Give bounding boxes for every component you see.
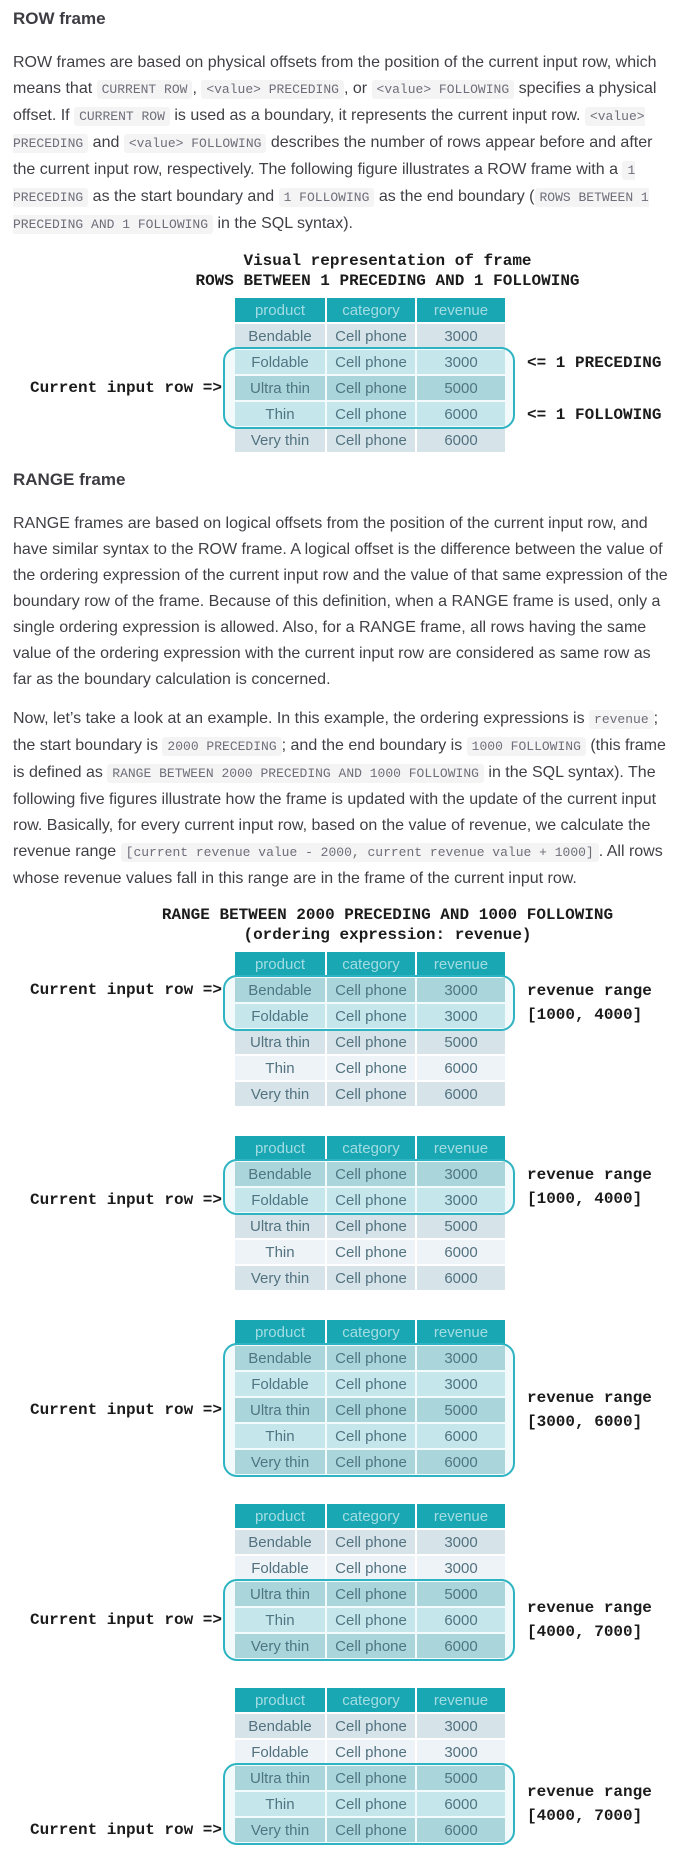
table-cell: Cell phone: [327, 978, 415, 1002]
table-cell: Cell phone: [327, 1346, 415, 1370]
figure-body: [0, 1134, 681, 1292]
table-row: [235, 1792, 505, 1816]
table-header-cell: revenue: [417, 1136, 505, 1160]
text-run: Now, let’s take a look at an example. In this example, the ordering expressions is: [13, 710, 590, 727]
figure-range-4: [0, 1502, 681, 1660]
table-row: [235, 1582, 505, 1606]
text-run: as the end boundary (: [374, 188, 535, 205]
table-cell: Bendable: [235, 1346, 325, 1370]
table-cell: Foldable: [235, 350, 325, 374]
range-frame-heading: RANGE frame: [13, 470, 126, 489]
current-input-row-label: Current input row =>: [29, 1191, 222, 1209]
figure-range-2: [0, 1134, 681, 1292]
inline-code: <value> FOLLOWING: [372, 80, 515, 99]
table-cell: 6000: [417, 1634, 505, 1658]
table-header-cell: product: [235, 1688, 325, 1712]
table-cell: Bendable: [235, 1714, 325, 1738]
annotation-line: [1000, 4000]: [527, 1190, 643, 1208]
inline-code: [current revenue value - 2000, current revenue value + 1000]: [121, 843, 599, 862]
table-row: [235, 1266, 505, 1290]
frame-annotation: [527, 979, 652, 1027]
table-row: [235, 1818, 505, 1842]
annotation-line: revenue range: [527, 1783, 652, 1801]
table-cell: 6000: [417, 1424, 505, 1448]
table-row: [235, 1056, 505, 1080]
document: [0, 8, 681, 1844]
table-cell: Very thin: [235, 428, 325, 452]
frame-annotation: [527, 1386, 652, 1434]
table-cell: 6000: [417, 1240, 505, 1264]
table-cell: Bendable: [235, 324, 325, 348]
figure-body: [0, 950, 681, 1108]
data-table: [233, 1686, 507, 1844]
table-header-cell: category: [327, 1504, 415, 1528]
table-row: [235, 1608, 505, 1632]
table-cell: Ultra thin: [235, 1766, 325, 1790]
table-header-cell: revenue: [417, 1504, 505, 1528]
table-row: [235, 978, 505, 1002]
table-row: [235, 350, 505, 374]
text-run: . All rows whose revenue values fall in this range are in the frame of the current input row.: [13, 843, 663, 887]
text-run: and: [88, 134, 124, 151]
table-row: [235, 1740, 505, 1764]
table-cell: Cell phone: [327, 376, 415, 400]
table-cell: Cell phone: [327, 1714, 415, 1738]
text-run: ; the start boundary is: [13, 710, 659, 754]
table-row: [235, 1714, 505, 1738]
table-cell: Bendable: [235, 1530, 325, 1554]
table-cell: Foldable: [235, 1188, 325, 1212]
table-cell: Bendable: [235, 1162, 325, 1186]
data-table: [233, 1134, 507, 1292]
inline-code: 1000 FOLLOWING: [467, 737, 586, 756]
table-cell: 6000: [417, 1082, 505, 1106]
figure-title: [100, 251, 675, 291]
text-run: ROW frames are based on physical offsets from the position of the current input row, which means that: [13, 54, 657, 97]
figure-body: [0, 296, 681, 454]
table-cell: Cell phone: [327, 1582, 415, 1606]
table-cell: Cell phone: [327, 1266, 415, 1290]
annotation-line: revenue range: [527, 982, 652, 1000]
table-cell: Ultra thin: [235, 376, 325, 400]
table-cell: Cell phone: [327, 1740, 415, 1764]
inline-code: CURRENT ROW: [97, 80, 193, 99]
table-row: [235, 428, 505, 452]
row-frame-heading: ROW frame: [13, 9, 106, 28]
table-header-cell: product: [235, 1320, 325, 1344]
annotation-line: <= 1 PRECEDING: [527, 354, 662, 372]
table-row: [235, 1424, 505, 1448]
table-cell: Thin: [235, 1424, 325, 1448]
figure-body: [0, 1686, 681, 1844]
table-header-cell: product: [235, 952, 325, 976]
table-cell: 3000: [417, 324, 505, 348]
table-cell: 6000: [417, 1792, 505, 1816]
table-header-row: [235, 298, 505, 322]
table-cell: Foldable: [235, 1556, 325, 1580]
table-header-cell: product: [235, 1504, 325, 1528]
table-header-cell: revenue: [417, 1688, 505, 1712]
table-cell: Cell phone: [327, 1240, 415, 1264]
table-row: [235, 1188, 505, 1212]
table-row: [235, 1030, 505, 1054]
table-cell: 6000: [417, 1818, 505, 1842]
text-run: in the SQL syntax).: [213, 215, 353, 232]
table-row: [235, 376, 505, 400]
data-table: [233, 1318, 507, 1476]
table-cell: Ultra thin: [235, 1214, 325, 1238]
table-cell: Cell phone: [327, 1450, 415, 1474]
text-run: RANGE frames are based on logical offsets from the position of the current input row, and have similar syntax to the ROW frame. A logical offset is the difference between the value of the ordering expression of the current input row and the value of that same expression of the boundary row of the frame. Because of this definition, when a RANGE frame is used, only a single ordering expression is allowed. Also, for a RANGE frame, all rows having the same value of the ordering expression with the current input row are considered as same row as far as the boundary calculation is concerned.: [13, 515, 668, 688]
table-row: [235, 1530, 505, 1554]
table-cell: Cell phone: [327, 402, 415, 426]
table-cell: 6000: [417, 402, 505, 426]
table-cell: Cell phone: [327, 1030, 415, 1054]
annotation-line: <= 1 FOLLOWING: [527, 406, 662, 424]
table-cell: 3000: [417, 1372, 505, 1396]
table-cell: 3000: [417, 1740, 505, 1764]
table-header-cell: category: [327, 1320, 415, 1344]
table-row: [235, 1346, 505, 1370]
annotation-line: [1000, 4000]: [527, 1006, 643, 1024]
table-cell: Cell phone: [327, 1004, 415, 1028]
annotation-line: [4000, 7000]: [527, 1623, 643, 1641]
table-row: [235, 402, 505, 426]
figure-title-line: RANGE BETWEEN 2000 PRECEDING AND 1000 FOLLOWING: [161, 906, 614, 924]
table-row: [235, 1004, 505, 1028]
table-cell: 3000: [417, 1714, 505, 1738]
table-header-row: [235, 1136, 505, 1160]
figure-title: [100, 905, 675, 945]
table-header-cell: revenue: [417, 1320, 505, 1344]
annotation-line: revenue range: [527, 1389, 652, 1407]
table-cell: 3000: [417, 1556, 505, 1580]
frame-annotation: [527, 404, 661, 426]
table-cell: 3000: [417, 1188, 505, 1212]
figure-body: [0, 1318, 681, 1476]
text-run: specifies a physical offset. If: [13, 80, 657, 124]
table-cell: Cell phone: [327, 428, 415, 452]
table-cell: Cell phone: [327, 1424, 415, 1448]
inline-code: ROWS BETWEEN 1 PRECEDING AND 1 FOLLOWING: [13, 190, 649, 232]
table-cell: 6000: [417, 1266, 505, 1290]
table-header-row: [235, 1320, 505, 1344]
table-cell: Foldable: [235, 1004, 325, 1028]
table-cell: 6000: [417, 1608, 505, 1632]
figure-body: [0, 1502, 681, 1660]
table-cell: Cell phone: [327, 1608, 415, 1632]
table-cell: 3000: [417, 978, 505, 1002]
row-frame-paragraph: [0, 50, 681, 238]
table-cell: Foldable: [235, 1740, 325, 1764]
figure-row-frame: [0, 251, 681, 454]
table-header-cell: product: [235, 1136, 325, 1160]
table-cell: 6000: [417, 1450, 505, 1474]
current-input-row-label: Current input row =>: [29, 981, 222, 999]
table-header-cell: category: [327, 1136, 415, 1160]
table-header-cell: product: [235, 298, 325, 322]
table-row: [235, 1634, 505, 1658]
inline-code: revenue: [589, 710, 654, 729]
table-row: [235, 1214, 505, 1238]
table-cell: 6000: [417, 428, 505, 452]
table-cell: 5000: [417, 1398, 505, 1422]
table-header-cell: revenue: [417, 298, 505, 322]
table-cell: Thin: [235, 1056, 325, 1080]
table-cell: 5000: [417, 1582, 505, 1606]
table-cell: Cell phone: [327, 1818, 415, 1842]
table-cell: Very thin: [235, 1082, 325, 1106]
table-header-cell: category: [327, 952, 415, 976]
current-input-row-label: Current input row =>: [29, 379, 222, 397]
table-cell: 5000: [417, 1214, 505, 1238]
table-row: [235, 1450, 505, 1474]
table-cell: Thin: [235, 1240, 325, 1264]
table-cell: Cell phone: [327, 324, 415, 348]
table-row: [235, 1372, 505, 1396]
table-cell: Cell phone: [327, 1530, 415, 1554]
figure-range-3: [0, 1318, 681, 1476]
table-cell: Cell phone: [327, 350, 415, 374]
table-cell: Cell phone: [327, 1214, 415, 1238]
table-row: [235, 324, 505, 348]
table-row: [235, 1556, 505, 1580]
table-cell: 5000: [417, 1766, 505, 1790]
table-cell: Thin: [235, 1792, 325, 1816]
table-cell: Ultra thin: [235, 1582, 325, 1606]
table-cell: 6000: [417, 1056, 505, 1080]
text-run: ,: [192, 80, 202, 97]
inline-code: <value> PRECEDING: [201, 80, 344, 99]
table-cell: Cell phone: [327, 1766, 415, 1790]
annotation-line: revenue range: [527, 1599, 652, 1617]
table-header-row: [235, 1688, 505, 1712]
table-cell: Cell phone: [327, 1082, 415, 1106]
data-table: [233, 950, 507, 1108]
inline-code: 2000 PRECEDING: [162, 737, 281, 756]
figure-title-line: Visual representation of frame: [243, 252, 532, 270]
table-cell: Ultra thin: [235, 1398, 325, 1422]
text-run: is used as a boundary, it represents the current input row.: [169, 107, 585, 124]
table-cell: 3000: [417, 1346, 505, 1370]
annotation-line: revenue range: [527, 1166, 652, 1184]
current-input-row-label: Current input row =>: [29, 1611, 222, 1629]
table-cell: 3000: [417, 1162, 505, 1186]
table-row: [235, 1240, 505, 1264]
figure-range-1: [0, 905, 681, 1108]
inline-code: <value> FOLLOWING: [124, 134, 267, 153]
table-row: [235, 1162, 505, 1186]
text-run: as the start boundary and: [88, 188, 279, 205]
table-cell: Cell phone: [327, 1398, 415, 1422]
figure-range-5: [0, 1686, 681, 1844]
table-cell: Very thin: [235, 1450, 325, 1474]
table-cell: Cell phone: [327, 1162, 415, 1186]
range-frame-paragraph-1: [0, 511, 681, 693]
table-cell: 5000: [417, 1030, 505, 1054]
table-cell: Very thin: [235, 1634, 325, 1658]
inline-code: CURRENT ROW: [74, 107, 170, 126]
table-row: [235, 1766, 505, 1790]
text-run: in the SQL syntax). The following five figures illustrate how the frame is updated with the update of the current input row. Basically, for every current input row, based on the value of revenue, we calculate the revenue range: [13, 764, 657, 860]
figure-title-line: ROWS BETWEEN 1 PRECEDING AND 1 FOLLOWING: [195, 272, 580, 290]
figure-title-line: (ordering expression: revenue): [243, 926, 532, 944]
data-table: [233, 296, 507, 454]
inline-code: 1 FOLLOWING: [279, 188, 375, 207]
table-cell: Very thin: [235, 1266, 325, 1290]
table-cell: Cell phone: [327, 1634, 415, 1658]
current-input-row-label: Current input row =>: [29, 1401, 222, 1419]
text-run: , or: [343, 80, 372, 97]
text-run: ; and the end boundary is: [281, 737, 467, 754]
table-header-row: [235, 1504, 505, 1528]
table-cell: Bendable: [235, 978, 325, 1002]
current-input-row-label: Current input row =>: [29, 1821, 222, 1839]
frame-annotation: [527, 352, 661, 374]
inline-code: 1 PRECEDING: [13, 163, 636, 205]
table-cell: Cell phone: [327, 1056, 415, 1080]
table-cell: Very thin: [235, 1818, 325, 1842]
table-row: [235, 1082, 505, 1106]
table-cell: Thin: [235, 402, 325, 426]
table-cell: 3000: [417, 1004, 505, 1028]
table-cell: 3000: [417, 350, 505, 374]
table-cell: 5000: [417, 376, 505, 400]
table-row: [235, 1398, 505, 1422]
table-cell: 3000: [417, 1530, 505, 1554]
table-cell: Cell phone: [327, 1188, 415, 1212]
table-cell: Ultra thin: [235, 1030, 325, 1054]
table-cell: Foldable: [235, 1372, 325, 1396]
table-cell: Cell phone: [327, 1372, 415, 1396]
inline-code: <value> PRECEDING: [13, 109, 645, 151]
inline-code: RANGE BETWEEN 2000 PRECEDING AND 1000 FOLLOWING: [107, 764, 484, 783]
text-run: describes the number of rows appear before and after the current input row, respectively. The following figure illustrates a ROW frame with a: [13, 134, 653, 178]
table-header-cell: category: [327, 1688, 415, 1712]
text-run: (this frame is defined as: [13, 737, 666, 781]
table-header-cell: revenue: [417, 952, 505, 976]
table-header-row: [235, 952, 505, 976]
table-header-cell: category: [327, 298, 415, 322]
frame-annotation: [527, 1596, 652, 1644]
frame-annotation: [527, 1780, 652, 1828]
table-cell: Cell phone: [327, 1792, 415, 1816]
frame-annotation: [527, 1163, 652, 1211]
range-frame-paragraph-2: [0, 706, 681, 892]
table-cell: Cell phone: [327, 1556, 415, 1580]
data-table: [233, 1502, 507, 1660]
annotation-line: [4000, 7000]: [527, 1807, 643, 1825]
table-cell: Thin: [235, 1608, 325, 1632]
annotation-line: [3000, 6000]: [527, 1413, 643, 1431]
